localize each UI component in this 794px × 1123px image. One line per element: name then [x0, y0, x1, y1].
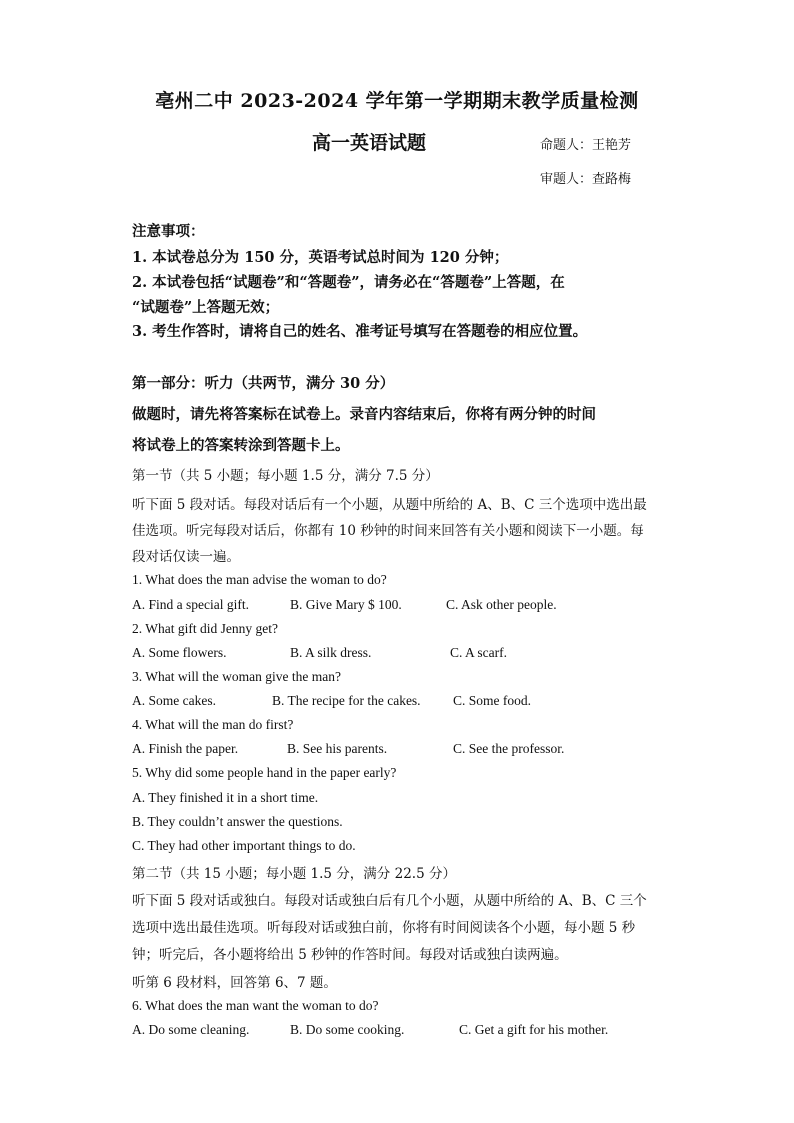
section-one-desc-a: 听下面 5 段对话。每段对话后有一个小题，从题中所给的 A、B、C 三个选项中选出最 [132, 497, 647, 513]
question-1: 1. What does the man advise the woman to do? [132, 572, 387, 587]
question-5: 5. Why did some people hand in the paper early? [132, 765, 397, 780]
part-one-heading: 第一部分：听力（共两节，满分 30 分） [132, 375, 395, 392]
option-c: C. A scarf. [450, 645, 507, 660]
option-b: B. A silk dress. [290, 645, 372, 660]
section-two-desc-c: 钟；听完后，各小题将给出 5 秒钟的作答时间。每段对话或独白读两遍。 [132, 947, 568, 963]
notice-item-1: 1. 本试卷总分为 150 分，英语考试总时间为 120 分钟； [132, 249, 509, 266]
option-a: A. They finished it in a short time. [132, 790, 319, 805]
question-3: 3. What will the woman give the man? [132, 669, 341, 684]
reviewer-label: 审题人：查路梅 [540, 172, 632, 187]
option-c: C. Get a gift for his mother. [459, 1022, 609, 1037]
notice-heading: 注意事项： [132, 223, 205, 240]
option-b: B. Do some cooking. [290, 1022, 405, 1037]
option-b: B. Give Mary $ 100. [290, 597, 402, 612]
question-2: 2. What gift did Jenny get? [132, 621, 278, 636]
option-a: A. Some cakes. [132, 693, 216, 708]
option-b: B. See his parents. [287, 741, 388, 756]
part-one-instruction-a: 做题时，请先将答案标在试卷上。录音内容结束后，你将有两分钟的时间 [132, 406, 596, 423]
option-c: C. See the professor. [453, 741, 565, 756]
question-6: 6. What does the man want the woman to do? [132, 998, 379, 1013]
part-one-instruction-b: 将试卷上的答案转涂到答题卡上。 [132, 437, 350, 454]
section-one-desc-b: 佳选项。听完每段对话后，你都有 10 秒钟的时间来回答有关小题和阅读下一小题。每 [132, 523, 644, 539]
notice-item-3: 3. 考生作答时，请将自己的姓名、准考证号填写在答题卷的相应位置。 [132, 323, 588, 340]
section-one-desc-c: 段对话仅读一遍。 [132, 549, 240, 565]
option-b: B. The recipe for the cakes. [272, 693, 421, 708]
question-4: 4. What will the man do first? [132, 717, 294, 732]
section-two-heading: 第二节（共 15 小题；每小题 1.5 分，满分 22.5 分） [132, 866, 456, 882]
section-one-heading: 第一节（共 5 小题；每小题 1.5 分，满分 7.5 分） [132, 468, 439, 484]
section-two-desc-b: 选项中选出最佳选项。听每段对话或独白前，你将有时间阅读各个小题，每小题 5 秒 [132, 920, 636, 936]
option-a: A. Some flowers. [132, 645, 227, 660]
notice-item-2b: “试题卷”上答题无效； [132, 299, 280, 316]
notice-item-2a: 2. 本试卷包括“试题卷”和“答题卷”，请务必在“答题卷”上答题，在 [132, 274, 565, 291]
option-a: A. Finish the paper. [132, 741, 239, 756]
option-c: C. They had other important things to do. [132, 838, 356, 853]
option-c: C. Some food. [453, 693, 532, 708]
exam-subtitle: 高一英语试题 [312, 132, 427, 154]
section-two-desc-a: 听下面 5 段对话或独白。每段对话或独白后有几个小题，从题中所给的 A、B、C 三个 [132, 893, 647, 909]
exam-title: 亳州二中 2023-2024 学年第一学期期末教学质量检测 [155, 90, 639, 112]
material-note: 听第 6 段材料，回答第 6、7 题。 [132, 975, 337, 991]
option-a: A. Do some cleaning. [132, 1022, 250, 1037]
option-b: B. They couldn’t answer the questions. [132, 814, 343, 829]
author-label: 命题人：王艳芳 [540, 138, 632, 153]
option-a: A. Find a special gift. [132, 597, 249, 612]
option-c: C. Ask other people. [446, 597, 557, 612]
